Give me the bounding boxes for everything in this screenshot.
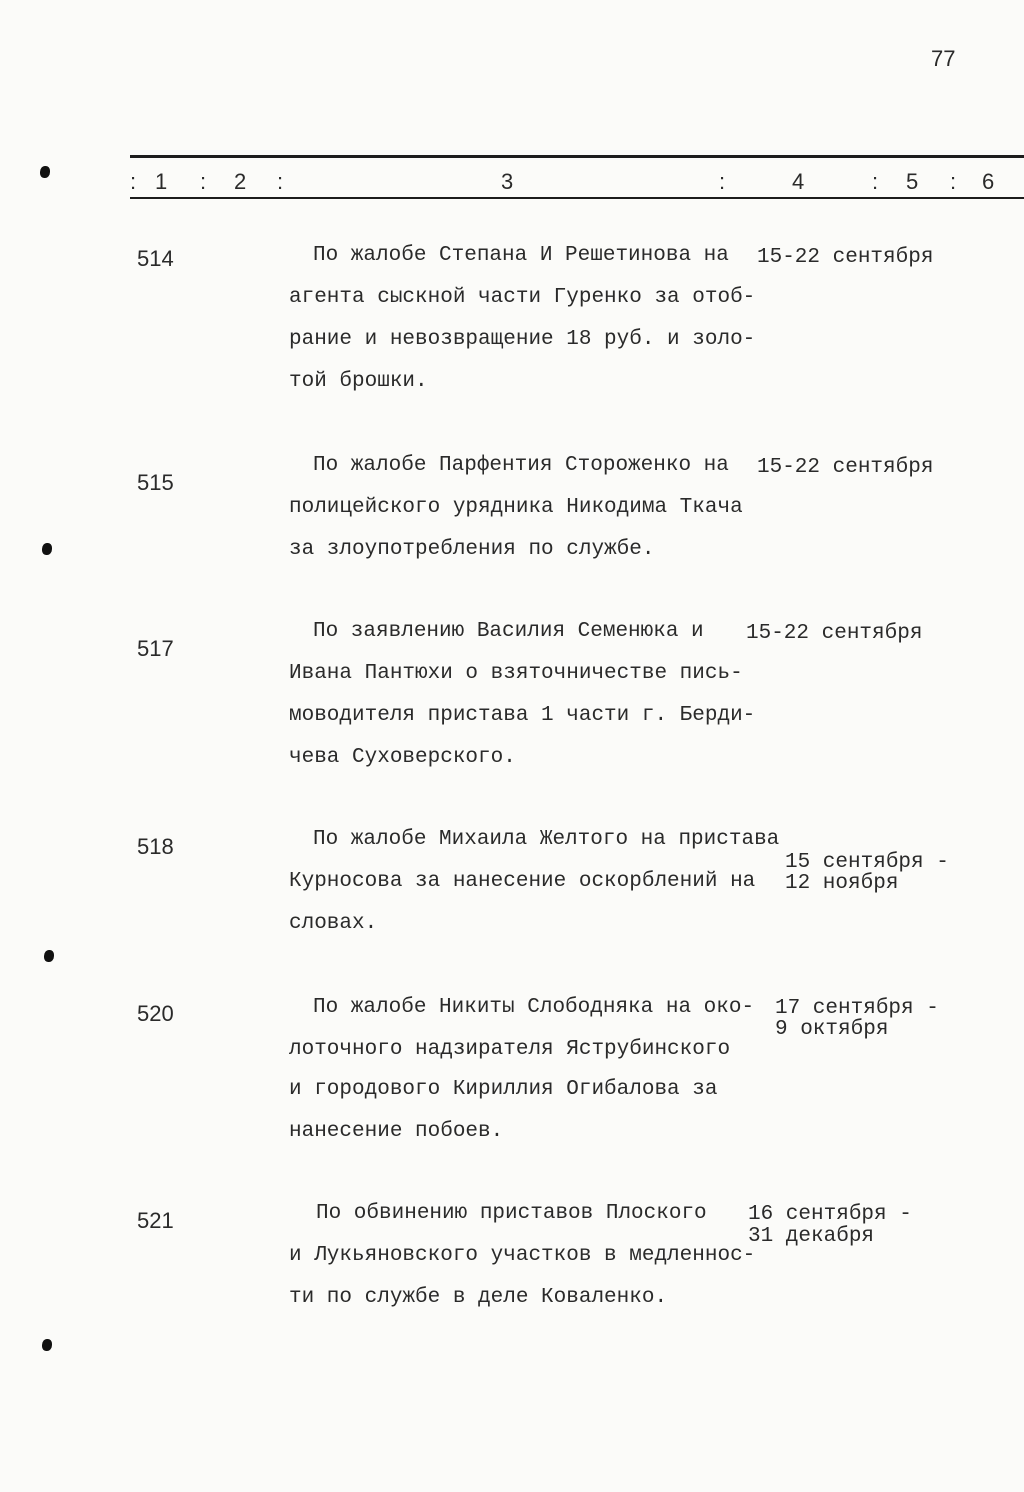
header-col-4: 4 — [792, 169, 805, 194]
entry-text-line: По жалобе Степана И Решетинова на — [313, 244, 729, 267]
entry-text-line: нанесение побоев. — [289, 1120, 504, 1143]
header-sep: : — [719, 169, 726, 194]
entry-text-line: и городового Кириллия Огибалова за — [289, 1078, 718, 1101]
entry-text-line: По заявлению Василия Семенюка и — [313, 620, 704, 643]
page-number: 77 — [931, 46, 956, 71]
entry-text-line: По обвинению приставов Плоского — [316, 1202, 707, 1225]
entry-text-line: агента сыскной части Гуренко за отоб- — [289, 286, 756, 309]
header-col-2: 2 — [234, 169, 247, 194]
entry-date: 15-22 сентября — [746, 622, 923, 645]
header-col-3: 3 — [501, 169, 514, 194]
entry-number: 514 — [137, 246, 174, 271]
entry-text-line: за злоупотребления по службе. — [289, 538, 655, 561]
entry-number: 520 — [137, 1001, 174, 1026]
binding-hole-mark — [42, 543, 52, 555]
binding-hole-mark — [40, 166, 50, 178]
entry-date-end: 9 октября — [775, 1018, 889, 1041]
entry-text-line: моводителя пристава 1 части г. Берди- — [289, 704, 756, 727]
entry-text-line: рание и невозвращение 18 руб. и золо- — [289, 328, 756, 351]
entry-text-line: лоточного надзирателя Яструбинского — [289, 1038, 731, 1061]
entry-text-line: той брошки. — [289, 370, 428, 393]
entry-date-end: 12 ноября — [785, 872, 899, 895]
header-sep: : — [950, 169, 957, 194]
entry-text-line: Ивана Пантюхи о взяточничестве пись- — [289, 662, 743, 685]
entry-text-line: ти по службе в деле Коваленко. — [289, 1286, 668, 1309]
entry-text-line: По жалобе Михаила Желтого на пристава — [313, 828, 780, 851]
entry-number: 518 — [137, 834, 174, 859]
header-col-1: 1 — [155, 169, 168, 194]
header-col-6: 6 — [982, 169, 995, 194]
entry-number: 521 — [137, 1208, 174, 1233]
entry-text-line: словах. — [289, 912, 378, 935]
entry-date: 15-22 сентября — [757, 246, 934, 269]
entry-date-start: 17 сентября - — [775, 997, 939, 1020]
entry-text-line: чева Суховерского. — [289, 746, 516, 769]
entry-date-end: 31 декабря — [748, 1225, 875, 1248]
entry-text-line: По жалобе Парфентия Стороженко на — [313, 454, 729, 477]
header-col-5: 5 — [906, 169, 919, 194]
header-top-rule — [130, 155, 1024, 158]
entry-text-line: и Лукьяновского участков в медленнос- — [289, 1244, 756, 1267]
entry-date-start: 15 сентября - — [785, 851, 949, 874]
header-bottom-rule — [130, 197, 1024, 199]
header-sep: : — [200, 169, 207, 194]
entry-number: 515 — [137, 470, 174, 495]
binding-hole-mark — [42, 1339, 52, 1351]
entry-number: 517 — [137, 636, 174, 661]
header-sep: : — [130, 169, 137, 194]
header-sep: : — [277, 169, 284, 194]
entry-text-line: Курносова за нанесение оскорблений на — [289, 870, 756, 893]
entry-date-start: 16 сентября - — [748, 1203, 912, 1226]
entry-text-line: полицейского урядника Никодима Ткача — [289, 496, 743, 519]
header-sep: : — [872, 169, 879, 194]
binding-hole-mark — [44, 950, 54, 962]
entry-text-line: По жалобе Никиты Слободняка на око- — [313, 996, 755, 1019]
entry-date: 15-22 сентября — [757, 456, 934, 479]
